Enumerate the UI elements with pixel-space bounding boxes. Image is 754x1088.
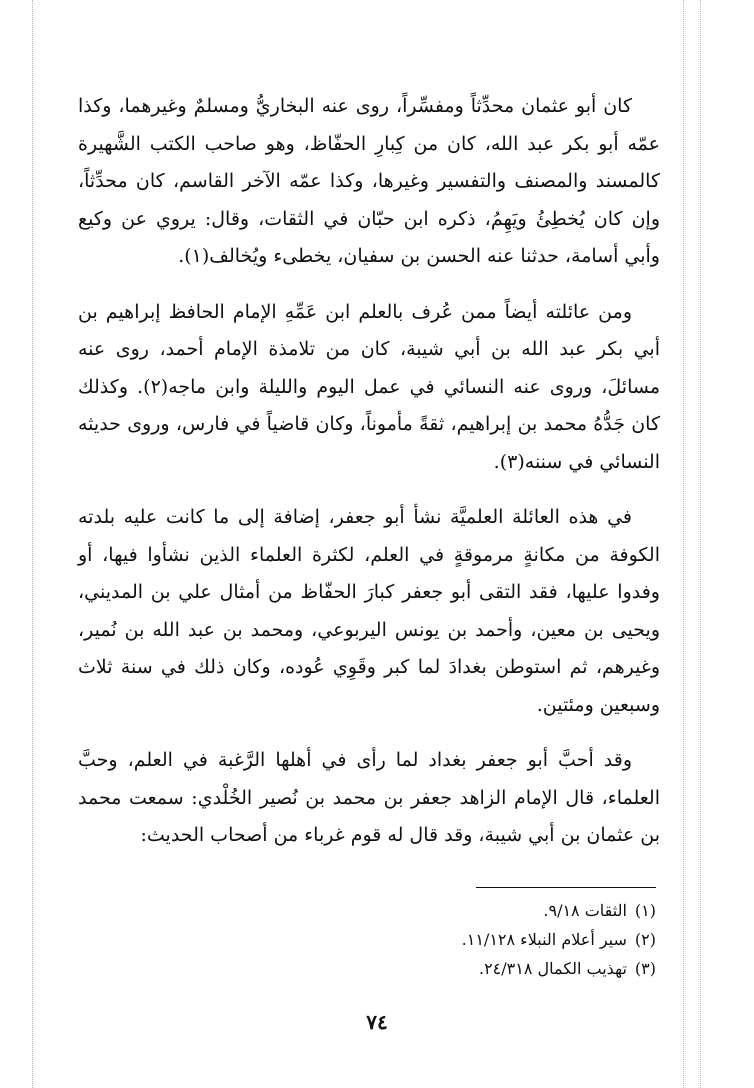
footnote-number: (٢) xyxy=(634,930,656,949)
footnotes xyxy=(300,896,656,983)
footnote-1 xyxy=(300,896,656,925)
right-margin-guide-outer xyxy=(700,0,701,1088)
paragraph-1: كان أبو عثمان محدِّثاً ومفسِّراً، روى عنه البخاريُّ ومسلمٌ وغيرهما، وكذا عمّه أبو بكر عبد الله، كان من كِبارِ الحفّاظ، وهو صاحب الكتب الشَّهيرة كالمسند والمصنف والتفسير وغيرها، وكذا عمّه الآخر القاسم، كان محدِّثاً، وإن كان يُخطِئُ ويَهِمُ، ذكره ابن حبّان في الثقات، وقال: يروي عن وكيع وأبي أسامة، حدثنا عنه الحسن بن سفيان، يخطىء ويُخالف(١). xyxy=(78,95,660,267)
footnote-text: تهذيب الكمال ٢٤/٣١٨. xyxy=(478,959,627,978)
body-text xyxy=(78,88,660,873)
page-number: ٧٤ xyxy=(366,1010,388,1034)
right-margin-guide-inner xyxy=(683,0,684,1088)
footnote-3 xyxy=(300,954,656,983)
footnote-2 xyxy=(300,925,656,954)
footnote-number: (٣) xyxy=(634,959,656,978)
paragraph-4: وقد أحبَّ أبو جعفر بغداد لما رأى في أهلها الرَّغبة في العلم، وحبَّ العلماء، قال الإمام الزاهد جعفر بن محمد بن نُصير الخُلْدي: سمعت محمد بن عثمان بن أبي شيبة، وقد قال له قوم غرباء من أصحاب الحديث: xyxy=(78,749,660,846)
footnote-text: الثقات ٩/١٨. xyxy=(543,901,627,920)
footnote-text: سير أعلام النبلاء ١١/١٢٨. xyxy=(461,930,627,949)
paragraph-3: في هذه العائلة العلميَّة نشأ أبو جعفر، إضافة إلى ما كانت عليه بلدته الكوفة من مكانةٍ مرموقةٍ في العلم، لكثرة العلماء الذين نشأوا فيها، أو وفدوا عليها، فقد التقى أبو جعفر كبارَ الحفّاظ من أمثال علي بن المديني، ويحيى بن معين، وأحمد بن يونس اليربوعي، ومحمد بن عبد الله بن نُمير، وغيرهم، ثم استوطن بغدادَ لما كبر وقَوِي عُوده، وكان ذلك في سنة ثلاث وسبعين ومئتين. xyxy=(78,506,660,716)
left-margin-guide xyxy=(32,0,33,1088)
footnote-separator xyxy=(476,887,656,888)
paragraph-2: ومن عائلته أيضاً ممن عُرف بالعلم ابن عَمِّهِ الإمام الحافظ إبراهيم بن أبي بكر عبد الله بن أبي شيبة، كان من تلامذة الإمام أحمد، روى عنه مسائلَ، وروى عنه النسائي في عمل اليوم والليلة وابن ماجه(٢). وكذلك كان جَدُّهُ محمد بن إبراهيم، ثقةً مأموناً، وكان قاضياً في فارس، وروى حديثه النسائي في سننه(٣). xyxy=(78,300,660,473)
footnote-number: (١) xyxy=(634,901,656,920)
